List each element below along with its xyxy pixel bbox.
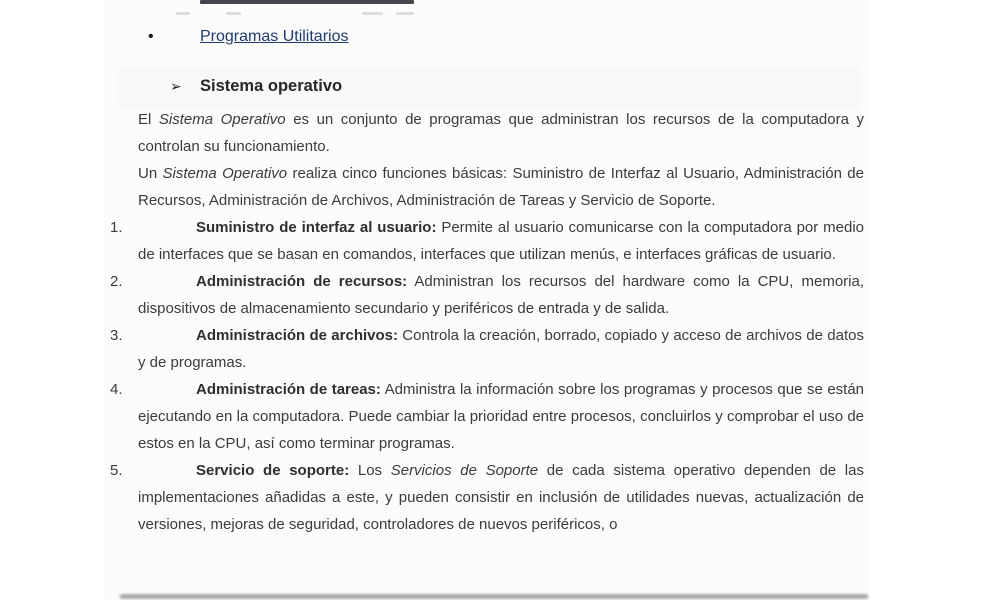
cropped-link-underline[interactable] [200, 0, 414, 4]
numbered-item-3 [110, 322, 864, 376]
item-text: Administración de recursos: Administran los recursos del hardware como la CPU, memoria, dispositivos de almacenamiento secundario y periféricos de entrada y de salida. [138, 273, 864, 317]
item-number: 1. [110, 219, 123, 236]
numbered-item-4 [110, 376, 865, 457]
intro-paragraph-1: El Sistema Operativo es un conjunto de programas que administran los recursos de la computadora y controlan su funcionamiento. [138, 111, 864, 155]
heading-sistema-operativo [0, 77, 1000, 101]
bullet-list-item [0, 28, 1000, 50]
item-number: 4. [110, 381, 123, 398]
cropped-text-strip [120, 594, 868, 599]
scan-artifact [176, 12, 190, 15]
item-number: 3. [110, 327, 123, 344]
item-text: Administración de archivos: Controla la creación, borrado, copiado y acceso de archivos de datos y de programas. [138, 327, 864, 371]
arrow-bullet-icon: ➢ [170, 78, 182, 94]
numbered-item-1 [110, 214, 864, 268]
scan-artifact [362, 12, 383, 15]
scan-artifact [396, 12, 414, 15]
item-text: Suministro de interfaz al usuario: Permite al usuario comunicarse con la computadora por medio de interfaces que se basan en comandos, interfaces que utilizan menús, e interfaces gráficas de usuario. [138, 219, 864, 263]
link-programas-utilitarios[interactable]: Programas Utilitarios [200, 28, 349, 45]
numbered-item-2 [110, 268, 864, 322]
item-text: Servicio de soporte: Los Servicios de Soporte de cada sistema operativo dependen de las implementaciones añadidas a este, y pueden consistir en inclusión de utilidades nuevas, actualización de versiones, mejoras de seguridad, controladores de nuevos periféricos, o [138, 462, 864, 533]
intro-paragraph-2: Un Sistema Operativo realiza cinco funciones básicas: Suministro de Interfaz al Usuario, Administración de Recursos, Administración de Archivos, Administración de Tareas y Servicio de Soporte. [138, 165, 864, 209]
bullet-icon: • [148, 28, 154, 45]
item-text: Administración de tareas: Administra la información sobre los programas y procesos que se están ejecutando en la computadora. Puede cambiar la prioridad entre procesos, concluirlos y comprobar el uso de estos en la CPU, así como terminar programas. [138, 381, 865, 452]
item-number: 2. [110, 273, 123, 290]
item-number: 5. [110, 462, 123, 479]
numbered-item-5 [110, 457, 864, 538]
scan-artifact [226, 12, 241, 15]
document-body [110, 106, 865, 538]
heading-label: Sistema operativo [200, 77, 343, 95]
